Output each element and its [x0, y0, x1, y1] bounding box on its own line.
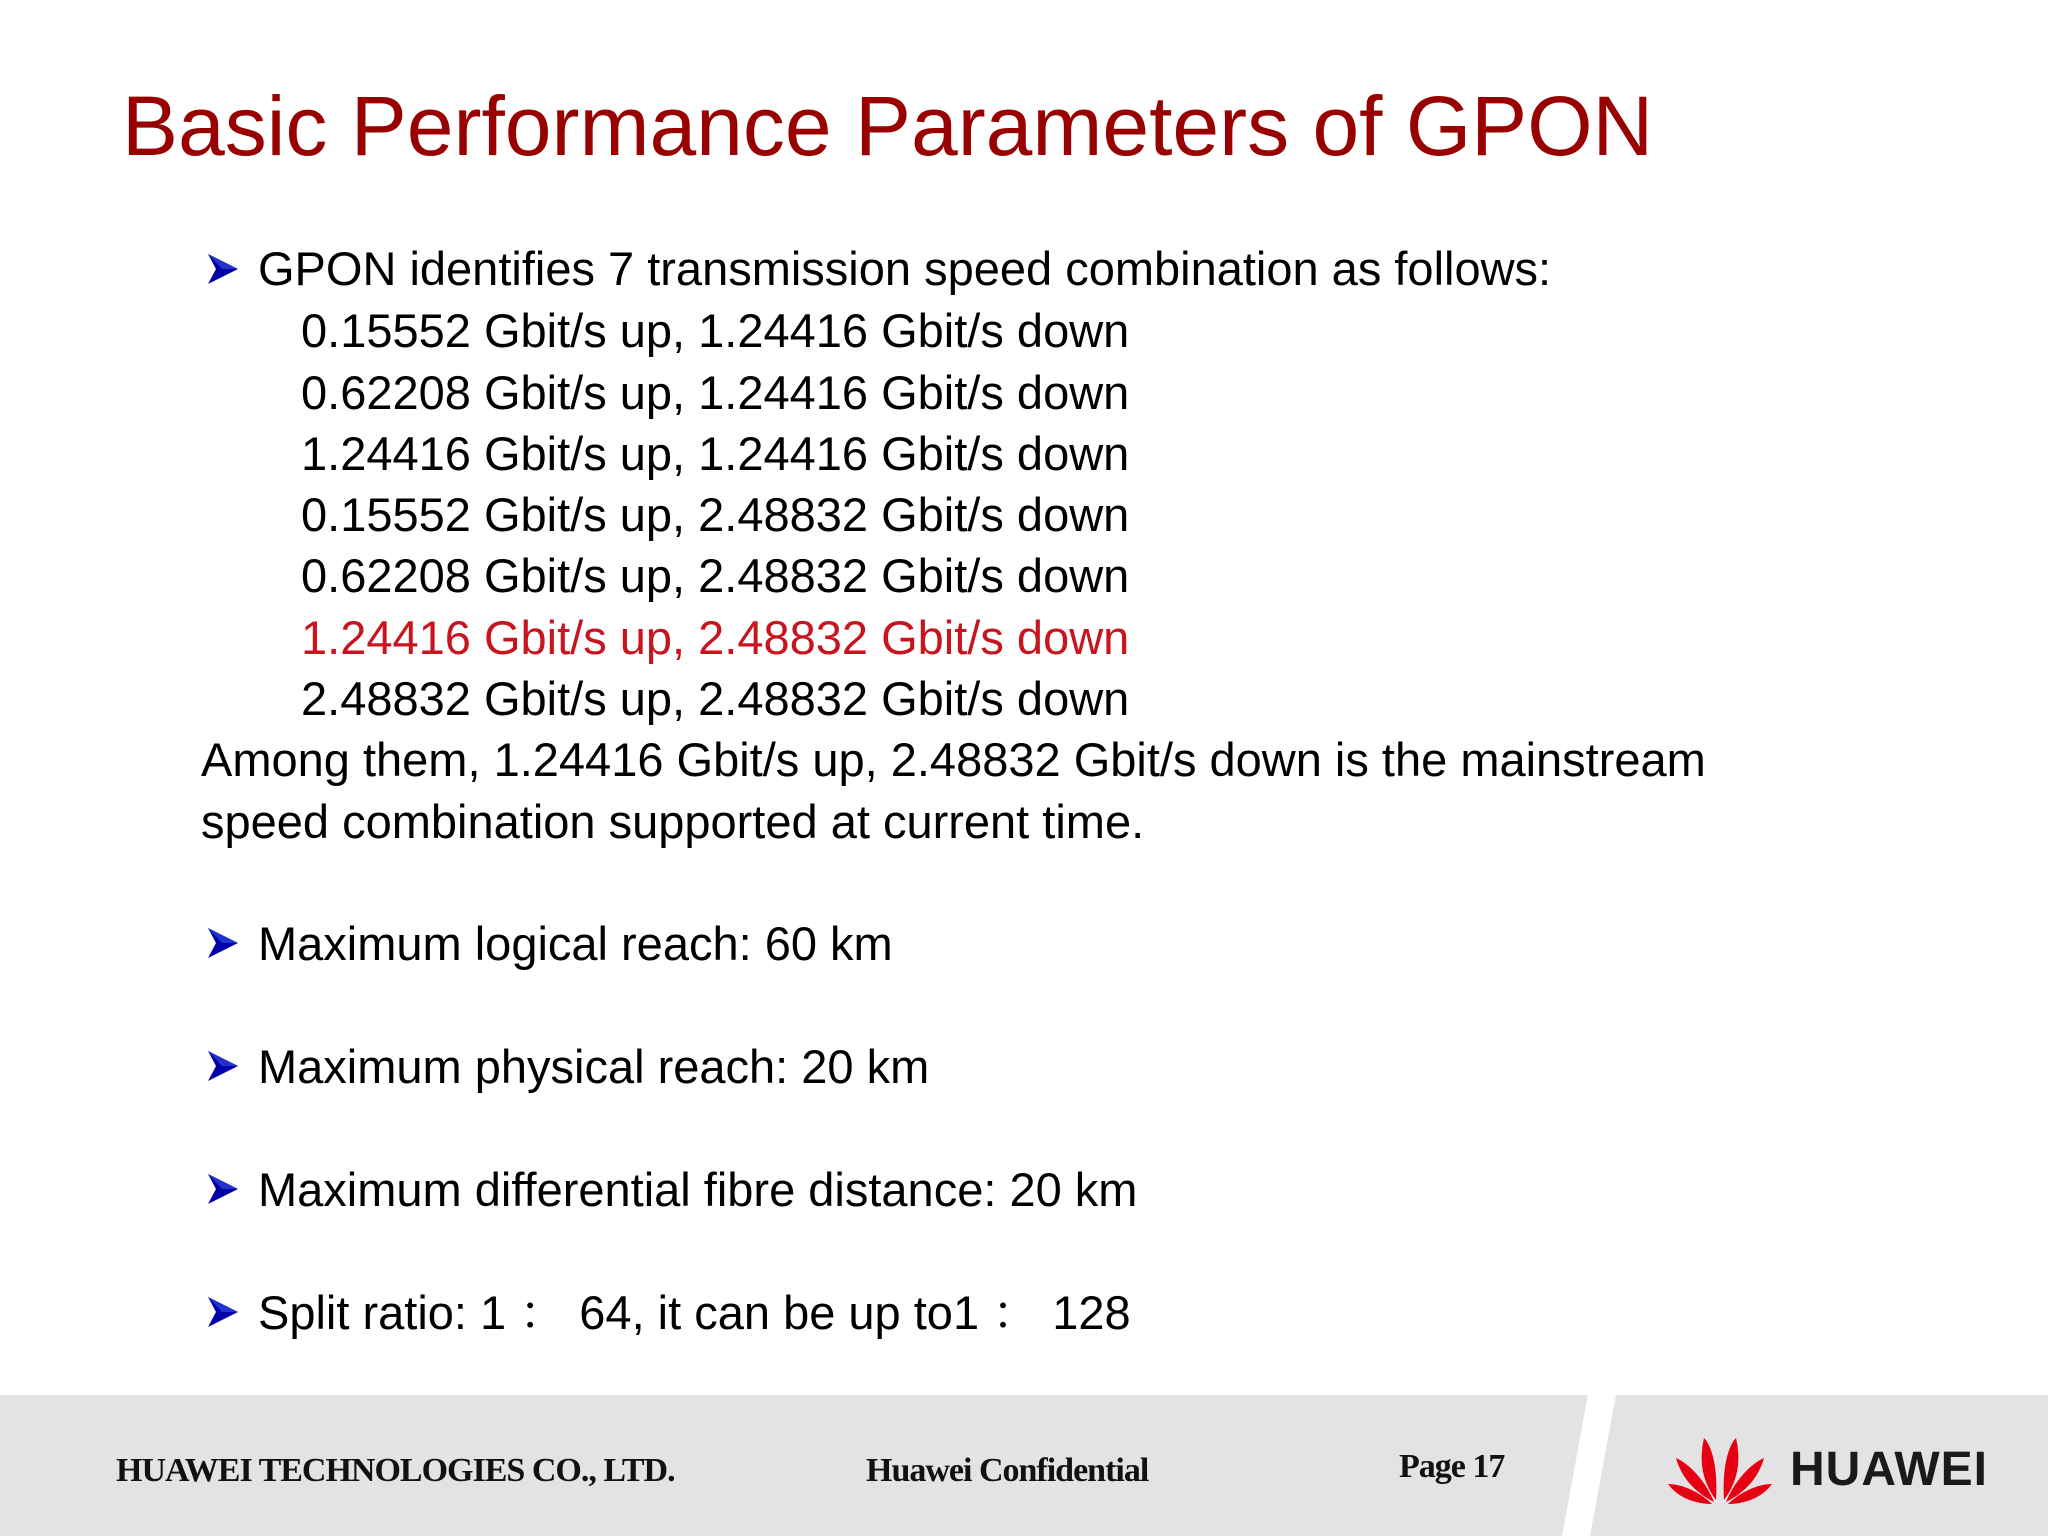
footer-page-number: Page 17: [1399, 1448, 1505, 1485]
huawei-wordmark: HUAWEI: [1790, 1443, 1988, 1496]
speed-combination-item: 1.24416 Gbit/s up, 1.24416 Gbit/s down: [301, 427, 1130, 480]
mainstream-note-line: speed combination supported at current time.: [201, 795, 1145, 848]
bullet-logical-reach: Maximum logical reach: 60 km: [258, 917, 893, 970]
speed-combination-item: 0.62208 Gbit/s up, 1.24416 Gbit/s down: [301, 366, 1130, 419]
speed-combination-item: 2.48832 Gbit/s up, 2.48832 Gbit/s down: [301, 672, 1130, 725]
arrowhead-bullet-icon: [206, 926, 240, 960]
speed-combination-item: 0.15552 Gbit/s up, 2.48832 Gbit/s down: [301, 488, 1130, 541]
huawei-logo: [1664, 1428, 2024, 1508]
bullet-speed-combinations: GPON identifies 7 transmission speed combination as follows:: [258, 242, 1552, 295]
speed-combination-item-highlighted: 1.24416 Gbit/s up, 2.48832 Gbit/s down: [301, 611, 1130, 664]
arrowhead-bullet-icon: [206, 1172, 240, 1206]
arrowhead-bullet-icon: [206, 1295, 240, 1329]
arrowhead-bullet-icon: [206, 252, 240, 286]
arrowhead-bullet-icon: [206, 1049, 240, 1083]
footer-company: HUAWEI TECHNOLOGIES CO., LTD.: [116, 1452, 675, 1489]
mainstream-note-line: Among them, 1.24416 Gbit/s up, 2.48832 Gbit/s down is the mainstream: [201, 733, 1706, 786]
speed-combination-item: 0.15552 Gbit/s up, 1.24416 Gbit/s down: [301, 304, 1130, 357]
huawei-petal-logo-icon: [1664, 1428, 1776, 1508]
slide-title: Basic Performance Parameters of GPON: [122, 79, 1654, 173]
bullet-split-ratio: Split ratio: 1 ： 64, it can be up to1 ： 128: [258, 1286, 1131, 1339]
bullet-physical-reach: Maximum physical reach: 20 km: [258, 1040, 930, 1093]
footer-confidential: Huawei Confidential: [866, 1452, 1149, 1489]
bullet-differential-distance: Maximum differential fibre distance: 20 km: [258, 1163, 1138, 1216]
speed-combination-item: 0.62208 Gbit/s up, 2.48832 Gbit/s down: [301, 549, 1130, 602]
